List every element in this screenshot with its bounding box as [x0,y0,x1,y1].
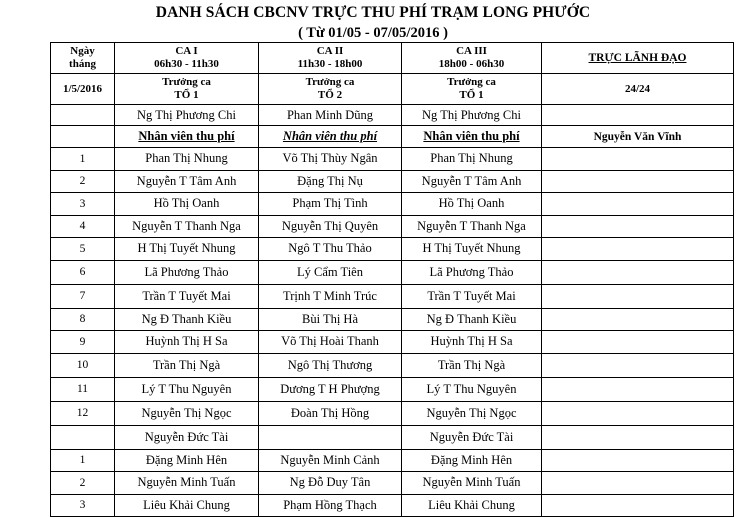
staff-shift2-name: Nguyễn Thị Quyên [259,215,402,238]
day-shift1-team: TỔ 1 [174,89,199,101]
staff-shift2-name: Trịnh T Minh Trúc [259,284,402,308]
staff-shift1-name: Lã Phương Thảo [115,260,259,284]
empty-cell [542,494,734,517]
staff-number: 3 [51,193,115,216]
staff-number: 2 [51,472,115,495]
staff-shift1-name: Nguyễn Thị Ngọc [115,401,259,425]
table-row [51,449,734,472]
header-leader-cell: TRỰC LÃNH ĐẠO [542,43,734,74]
roster-table [50,42,734,517]
staff-number: 2 [51,170,115,193]
day-shift3-team-cell [402,74,542,105]
shift2-leader: Phan Minh Dũng [259,105,402,126]
empty-cell [542,284,734,308]
header-shift1-time: 06h30 - 11h30 [154,58,219,70]
staff-number: 1 [51,148,115,171]
staff-shift3-name: Trần Thị Ngà [402,353,542,377]
table-row [51,193,734,216]
staff-shift1-name: Nguyễn T Tâm Anh [115,170,259,193]
staff-shift2-name: Phạm Thị Tình [259,193,402,216]
staff-shift2-name: Võ Thị Thùy Ngân [259,148,402,171]
staff-shift2-name: Võ Thị Hoài Thanh [259,331,402,354]
table-row [51,238,734,261]
staff-number: 7 [51,284,115,308]
empty-cell [542,148,734,171]
table-row [51,425,734,449]
staff-shift3-name: Nguyễn Minh Tuấn [402,472,542,495]
staff-shift2-name: Bùi Thị Hà [259,308,402,331]
day-shift3-role: Trưởng ca [447,76,496,88]
day-date: 1/5/2016 [51,74,115,105]
shift1-leader: Ng Thị Phương Chi [115,105,259,126]
staff-number: 10 [51,353,115,377]
staff-shift1-name: Liêu Khải Chung [115,494,259,517]
staff-number: 12 [51,401,115,425]
staff-shift3-name: Trần T Tuyết Mai [402,284,542,308]
staff-shift1-name: Trần T Tuyết Mai [115,284,259,308]
staff-shift3-name: Đặng Minh Hên [402,449,542,472]
staff-shift1-name: Ng Đ Thanh Kiều [115,308,259,331]
header-shift2-time: 11h30 - 18h00 [297,58,363,70]
empty-cell [542,105,734,126]
staff-shift2-name: Dương T H Phượng [259,377,402,401]
empty-cell [542,377,734,401]
staff-shift2-name: Đặng Thị Nụ [259,170,402,193]
staff-shift3-name: Nguyễn Thị Ngọc [402,401,542,425]
staff-shift3-name: Hồ Thị Oanh [402,193,542,216]
table-row [51,260,734,284]
day-row [51,74,734,105]
staff-shift2-name: Đoàn Thị Hồng [259,401,402,425]
staff-shift3-name: Nguyễn T Tâm Anh [402,170,542,193]
day-shift1-team-cell [115,74,259,105]
header-day-line2: tháng [69,58,96,70]
empty-cell [542,193,734,216]
staff-shift1-name: Nguyễn Đức Tài [115,425,259,449]
staff-number: 6 [51,260,115,284]
table-row [51,215,734,238]
staff-shift1-name: Lý T Thu Nguyên [115,377,259,401]
table-row [51,401,734,425]
staff-shift3-name: H Thị Tuyết Nhung [402,238,542,261]
staff-shift3-name: Nguyễn Đức Tài [402,425,542,449]
table-row [51,308,734,331]
staff-shift2-name: Lý Cẩm Tiên [259,260,402,284]
header-day-cell [51,43,115,74]
staff-number: 9 [51,331,115,354]
header-shift2-name: CA II [316,45,344,57]
header-shift3-name: CA III [456,45,487,57]
empty-cell [542,353,734,377]
empty-cell [542,425,734,449]
staff-shift1-name: Nguyễn T Thanh Nga [115,215,259,238]
document-subtitle: ( Từ 01/05 - 07/05/2016 ) [298,25,448,41]
staff-shift2-name: Ngô T Thu Thảo [259,238,402,261]
staff-number: 8 [51,308,115,331]
day-leader-hours: 24/24 [542,74,734,105]
staff-header-shift2: Nhân viên thu phí [259,126,402,148]
staff-shift3-name: Lý T Thu Nguyên [402,377,542,401]
staff-number: 11 [51,377,115,401]
staff-header-shift1: Nhân viên thu phí [115,126,259,148]
staff-shift1-name: Phan Thị Nhung [115,148,259,171]
day-shift1-role: Trưởng ca [162,76,211,88]
staff-shift3-name: Huỳnh Thị H Sa [402,331,542,354]
day-shift3-team: TỔ 1 [459,89,484,101]
table-row [51,331,734,354]
staff-shift1-name: Trần Thị Ngà [115,353,259,377]
shift3-leader: Ng Thị Phương Chi [402,105,542,126]
staff-shift1-name: Huỳnh Thị H Sa [115,331,259,354]
table-row [51,170,734,193]
table-row [51,377,734,401]
header-shift3-cell [402,43,542,74]
staff-shift3-name: Liêu Khải Chung [402,494,542,517]
staff-shift1-name: Nguyễn Minh Tuấn [115,472,259,495]
header-shift3-time: 18h00 - 06h30 [438,58,505,70]
staff-number: 5 [51,238,115,261]
empty-cell [542,238,734,261]
table-row [51,353,734,377]
table-row [51,284,734,308]
staff-header-shift3: Nhân viên thu phí [402,126,542,148]
staff-number [51,425,115,449]
day-shift2-team-cell [259,74,402,105]
staff-shift2-name: Ng Đỗ Duy Tân [259,472,402,495]
staff-shift2-name: Phạm Hồng Thạch [259,494,402,517]
staff-shift3-name: Nguyễn T Thanh Nga [402,215,542,238]
staff-shift2-name [259,425,402,449]
staff-shift1-name: H Thị Tuyết Nhung [115,238,259,261]
header-shift2-cell [259,43,402,74]
header-shift1-cell [115,43,259,74]
empty-cell [542,215,734,238]
staff-shift2-name: Nguyễn Minh Cảnh [259,449,402,472]
table-row [51,148,734,171]
empty-cell [542,449,734,472]
empty-cell [51,126,115,148]
table-header-row [51,43,734,74]
empty-cell [51,105,115,126]
staff-shift1-name: Hồ Thị Oanh [115,193,259,216]
duty-leader-name: Nguyễn Văn Vĩnh [542,126,734,148]
empty-cell [542,472,734,495]
header-shift1-name: CA I [175,45,198,57]
day-shift2-role: Trưởng ca [305,76,355,88]
header-day-line1: Ngày [70,45,95,57]
empty-cell [542,331,734,354]
staff-number: 1 [51,449,115,472]
staff-number: 4 [51,215,115,238]
staff-shift3-name: Ng Đ Thanh Kiều [402,308,542,331]
day-shift2-team: TỔ 2 [317,89,343,101]
table-row [51,472,734,495]
staff-shift1-name: Đặng Minh Hên [115,449,259,472]
staff-shift2-name: Ngô Thị Thương [259,353,402,377]
staff-shift3-name: Phan Thị Nhung [402,148,542,171]
document-title: DANH SÁCH CBCNV TRỰC THU PHÍ TRẠM LONG PHƯỚC [155,4,591,21]
staff-number: 3 [51,494,115,517]
empty-cell [542,401,734,425]
shift-leaders-row [51,105,734,126]
empty-cell [542,170,734,193]
staff-shift3-name: Lã Phương Thảo [402,260,542,284]
empty-cell [542,260,734,284]
table-row [51,494,734,517]
empty-cell [542,308,734,331]
staff-header-row [51,126,734,148]
